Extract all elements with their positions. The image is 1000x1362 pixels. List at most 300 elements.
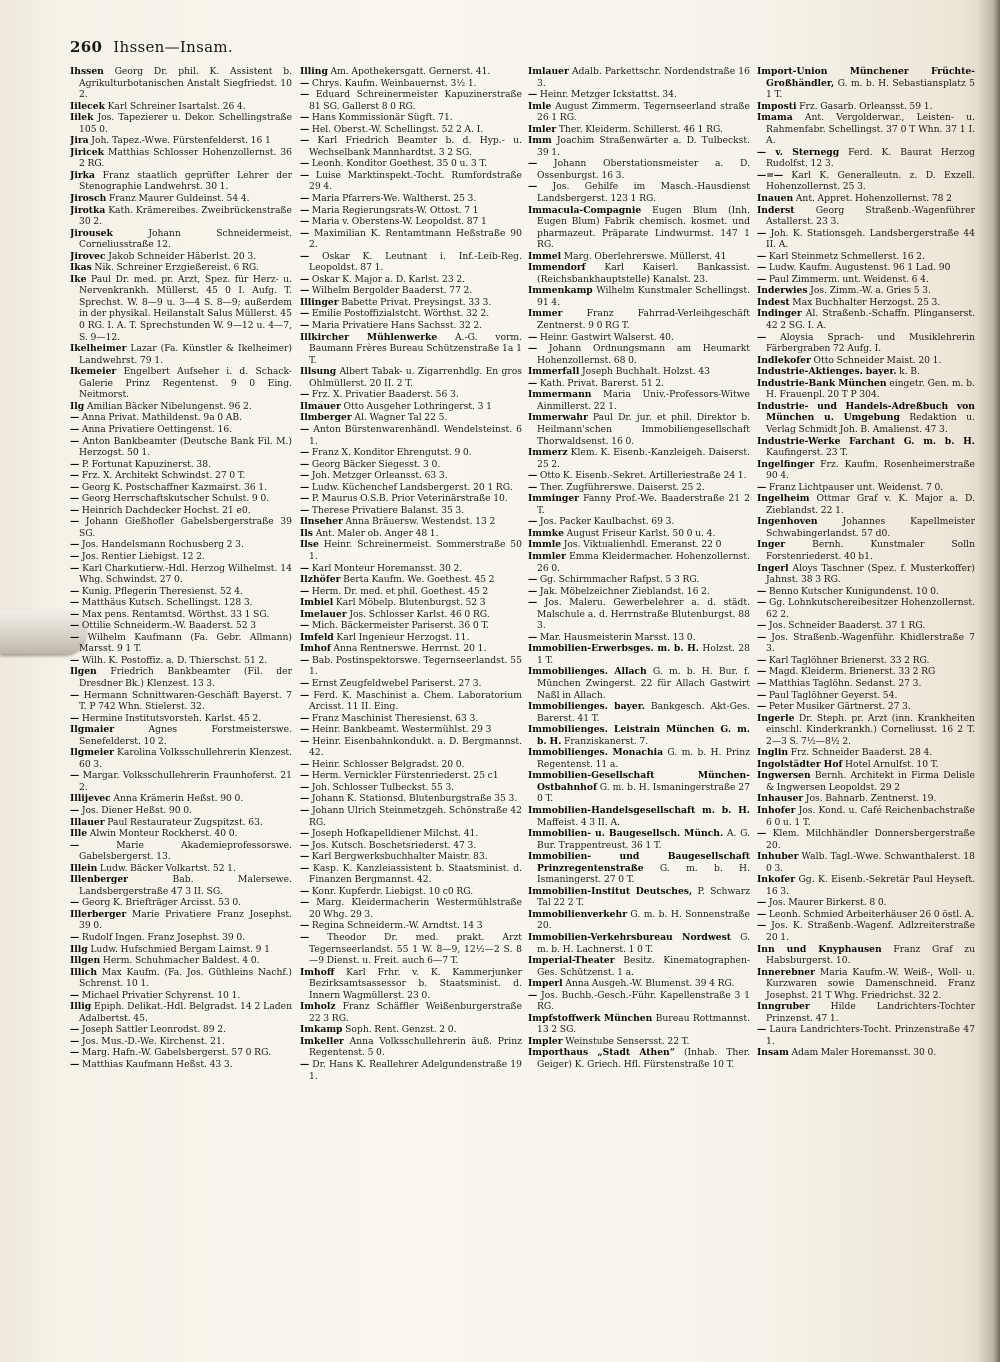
directory-entry <box>757 205 975 228</box>
entry-text: Dr. Hans K. Reallehrer Adelgundenstraße 19 1. <box>309 1059 522 1082</box>
directory-entry <box>528 343 750 366</box>
entry-name: Immobilienges. Monachia <box>528 747 664 759</box>
entry-name: Ilg <box>70 400 85 412</box>
directory-entry <box>70 840 292 863</box>
entry-text: Joh. Tapez.-Wwe. Fürstenfelderst. 16 1 <box>91 135 271 147</box>
entry-text: Karl K. Generalleutn. z. D. Exzell. Hohenzollernst. 25 3. <box>766 169 975 193</box>
directory-entry <box>757 251 975 263</box>
entry-name: — <box>300 620 310 632</box>
directory-entry <box>757 690 975 702</box>
directory-entry <box>70 112 292 135</box>
entry-name: — <box>528 585 538 597</box>
directory-entry <box>70 724 292 747</box>
entry-name: — <box>300 932 310 944</box>
entry-name: — <box>300 562 310 574</box>
directory-entry <box>300 897 522 920</box>
entry-text: Laura Landrichters-Tocht. Prinzenstraße 47 1. <box>766 1024 975 1047</box>
entry-name: — <box>300 654 310 666</box>
entry-name: Illich <box>70 966 98 978</box>
entry-text: Bab. Malersewe. Landsbergerstraße 47 3 II. SG. <box>79 874 292 897</box>
directory-entry <box>300 297 522 309</box>
directory-entry <box>528 586 750 598</box>
entry-name: Imbiel <box>300 597 334 609</box>
directory-entry <box>70 967 292 990</box>
directory-entry <box>300 193 522 205</box>
entry-name: — <box>300 504 310 516</box>
entry-name: — <box>757 631 767 643</box>
entry-name: — <box>300 735 310 747</box>
entry-text: A.-G. vorm. Baumann Frères Bureau Schützenstraße 1a 1 T. <box>309 331 522 366</box>
entry-text: Marie Akademieprofessorswe. Gabelsbergerst. 13. <box>79 839 292 863</box>
entry-text: Frz. X. Privatier Baaderst. 56 3. <box>311 389 459 401</box>
directory-entry <box>70 563 292 586</box>
directory-entry <box>300 539 522 562</box>
entry-name: Imlauer <box>528 66 569 77</box>
directory-entry <box>70 1024 292 1036</box>
entry-name: Ilgmeier <box>70 747 114 759</box>
directory-entry <box>528 493 750 516</box>
entry-name: Ikas <box>70 262 92 274</box>
entry-name: Imm <box>528 135 552 147</box>
entry-text: Anna Krämerin Heßst. 90 0. <box>113 793 244 805</box>
entry-name: Ilnseher <box>300 516 343 528</box>
entry-text: Paul Dr. med. pr. Arzt, Spez. für Herz- u. Nervenkrankh. Müllerst. 45 0 I. Aufg. T. Sprechst. W. 8—9 u. 3—4 S. 8—9; außerdem in der physikal. Heilanstalt Salus Müllerst. 45 0 RG. I. A. T. Sprechstunden W. 9—12 u. 4—7, S. 9—12. <box>79 273 292 343</box>
directory-entry <box>300 678 522 690</box>
directory-entry <box>70 828 292 840</box>
directory-entry <box>528 89 750 101</box>
entry-text: Johann Oberstationsmeister a. D. Ossenburgst. 16 3. <box>537 158 750 181</box>
entry-text: Jos. Buchb.-Gesch.-Führ. Kapellenstraße 3 1 RG. <box>537 989 750 1013</box>
entry-name: — <box>70 654 80 666</box>
entry-text: Redaktion u. Verlag Schmidt Joh. B. Amalienst. 47 3. <box>766 412 975 435</box>
directory-entry <box>528 389 750 412</box>
directory-entry <box>528 990 750 1013</box>
entry-name: — <box>300 227 310 239</box>
entry-text: Theodor Dr. med. prakt. Arzt Tegernseerlandst. 55 1 W. 8—9, 12½—2 S. 8—9 Dienst. u. Freit. auch 6—7 T. <box>309 932 522 967</box>
entry-name: Ingwersen <box>757 770 811 782</box>
entry-text: Marg. Oberlehrerswe. Müllerst. 41 <box>563 250 727 262</box>
entry-name: Iilek <box>70 112 94 124</box>
entry-name: Innerebner <box>757 966 815 978</box>
entry-text: Joseph Buchhalt. Holzst. 43 <box>581 366 710 378</box>
entry-name: Jirotka <box>70 204 106 216</box>
directory-entry <box>757 701 975 713</box>
directory-entry <box>70 170 292 193</box>
directory-entry <box>300 1024 522 1036</box>
entry-name: Industrie- und Handels-Adreßbuch von München u. Umgebung <box>757 400 975 424</box>
directory-entry <box>300 563 522 575</box>
entry-text: Johannes Kapellmeister Schwabingerlandst. 57 d0. <box>766 516 975 539</box>
entry-name: — <box>70 689 80 701</box>
entry-text: Ther. Kleiderm. Schillerst. 46 1 RG. <box>558 123 723 135</box>
entry-name: Imkamp <box>300 1024 343 1036</box>
entry-name: Inngruber <box>757 1001 810 1013</box>
entry-name: Jirovec <box>70 250 106 262</box>
directory-entry <box>528 770 750 805</box>
entry-name: — <box>70 1047 80 1059</box>
directory-entry <box>300 366 522 389</box>
entry-name: Illig <box>70 1001 92 1013</box>
entry-name: Immerfall <box>528 366 580 378</box>
directory-entry <box>757 228 975 251</box>
running-head: Ihssen—Insam. <box>113 38 233 56</box>
directory-entry <box>528 909 750 932</box>
entry-name: Imkeller <box>300 1035 344 1047</box>
entry-name: — <box>300 308 310 320</box>
entry-text: Maria Privatiere Hans Sachsst. 32 2. <box>311 320 483 332</box>
entry-name: — <box>70 1035 80 1047</box>
directory-entry <box>70 793 292 805</box>
entry-name: — <box>300 123 310 135</box>
entry-text: Anna Bräuersw. Westendst. 13 2 <box>345 516 496 528</box>
entry-text: Alwin Monteur Rockherst. 40 0. <box>89 828 238 840</box>
entry-name: Impler <box>528 1035 563 1047</box>
entry-name: — <box>70 562 80 574</box>
entry-text: Johann Schneidermeist. Corneliusstraße 12. <box>79 227 292 251</box>
entry-text: Jos. Straßenb.-Wagenführ. Khidlerstraße 7 3. <box>766 631 975 655</box>
entry-name: — <box>70 504 80 516</box>
entry-name: Immacula-Compagnie <box>528 204 642 216</box>
directory-entry <box>70 586 292 598</box>
directory-entry <box>70 666 292 689</box>
entry-text: Ant. Vergolderwar., Leisten- u. Rahmenfabr. Schellingst. 37 0 T Whn. 37 1 I. A. <box>766 112 975 147</box>
directory-entry <box>528 181 750 204</box>
directory-entry <box>300 1001 522 1024</box>
entry-text: Matthias Schlosser Hohenzollernst. 36 2 RG. <box>79 146 292 170</box>
entry-name: Inkofer <box>757 874 796 886</box>
entry-text: Rudolf Ingen. Franz Josephst. 39 0. <box>81 932 246 944</box>
entry-name: Ilgmaier <box>70 724 115 736</box>
entry-name: — <box>300 828 310 840</box>
directory-entry <box>528 632 750 644</box>
entry-name: — <box>300 447 310 459</box>
entry-name: Immobilien-Handelsgesellschaft m. b. H. <box>528 805 750 816</box>
directory-entry <box>528 724 750 747</box>
entry-name: — <box>70 539 80 551</box>
entry-text: Gg. Schirmmacher Rafpst. 5 3 RG. <box>539 574 700 586</box>
entry-name: Illenberger <box>70 874 129 886</box>
entry-text: Franz Lichtpauser unt. Weidenst. 7 0. <box>768 481 944 493</box>
entry-text: August Zimmerm. Tegernseerland straße 26 1 RG. <box>537 100 750 124</box>
entry-name: Ingolstädter Hof <box>757 758 843 770</box>
entry-text: Engelbert Aufseher i. d. Schack-Galerie Prinz Regentenst. 9 0 Eing. Neitmorst. <box>79 366 292 401</box>
entry-text: Wilhelm Kunstmaler Schellingst. 91 4. <box>537 285 750 308</box>
entry-text: Frz. X. Architekt Schwindst. 27 0 T. <box>81 470 246 482</box>
entry-text: Ottilie Schneiderm.-W. Baaderst. 52 3 <box>81 620 257 632</box>
directory-entry <box>70 690 292 713</box>
directory-entry <box>757 459 975 482</box>
directory-entry <box>70 135 292 147</box>
entry-name: — <box>300 724 310 736</box>
entry-name: — <box>528 343 538 355</box>
entry-text: Franz Graf zu Habsburgerst. 10. <box>766 943 975 967</box>
entry-text: Georg Bäcker Siegesst. 3 0. <box>311 458 441 470</box>
directory-entry <box>300 389 522 401</box>
entry-text: k. B. <box>899 366 920 378</box>
entry-text: Franz staatlich geprüfter Lehrer der Stenographie Landwehrst. 30 1. <box>79 169 292 193</box>
directory-entry <box>757 874 975 897</box>
entry-text: Jos. Maleru. Gewerbelehrer a. d. städt. Malschule a. d. Herrnstraße Blutenburgst. 88 3. <box>537 597 750 632</box>
entry-text: A. G. Bur. Trappentreust. 36 1 T. <box>537 828 750 851</box>
entry-text: Al. Wagner Tal 22 5. <box>354 412 448 424</box>
directory-entry <box>528 955 750 978</box>
entry-name: Immobilienges. bayer. <box>528 701 645 713</box>
entry-name: Jirosch <box>70 193 107 205</box>
entry-text: Matthias Taglöhn. Sedanst. 27 3. <box>768 677 922 689</box>
entry-name: — <box>757 262 767 274</box>
directory-entry <box>757 193 975 205</box>
entry-text: Klem. K. Eisenb.-Kanzleigeh. Daiserst. 25 2. <box>537 447 750 470</box>
entry-text: Marg. Kleidermacherin Westermühlstraße 20 Whg. 29 3. <box>309 897 522 920</box>
entry-text: Mich. Bäckermeister Pariserst. 36 0 T. <box>311 620 490 632</box>
entry-text: Ottmar Graf v. K. Major a. D. Zieblandst. 22 1. <box>766 493 975 516</box>
entry-name: — <box>300 493 310 505</box>
entry-name: Immer <box>528 308 563 320</box>
directory-entry <box>528 205 750 251</box>
entry-text: Jos. Schlosser Karlst. 46 0 RG. <box>349 608 490 620</box>
directory-entry <box>528 101 750 124</box>
entry-name: — <box>70 839 80 851</box>
directory-entry <box>757 112 975 147</box>
entry-text: Ferd. K. Maschinist a. Chem. Laboratorium Arcisst. 11 II. Eing. <box>309 689 522 713</box>
entry-name: — <box>528 989 538 1001</box>
directory-entry <box>528 528 750 540</box>
directory-entry <box>70 817 292 829</box>
directory-entry <box>300 216 522 228</box>
entry-name: Illgen <box>70 955 101 967</box>
entry-text: Ludw. Hufschmied Bergam Laimst. 9 1 <box>90 943 270 955</box>
entry-text: Lazar (Fa. Künstler & Ikelheimer) Landwehrst. 79 1. <box>79 343 292 366</box>
entry-name: Iilecek <box>70 100 105 112</box>
entry-name: Jiricek <box>70 146 104 158</box>
directory-entry <box>528 412 750 447</box>
directory-entry <box>528 851 750 886</box>
directory-entry <box>757 759 975 771</box>
entry-text: Hotel Arnulfst. 10 T. <box>845 758 939 770</box>
entry-name: — <box>70 1059 80 1071</box>
directory-entry <box>70 655 292 667</box>
entry-name: Immke <box>528 527 564 539</box>
entry-name: Immler <box>528 550 566 562</box>
directory-entry <box>300 308 522 320</box>
entry-name: Imholz <box>300 1001 336 1013</box>
directory-entry <box>300 851 522 863</box>
directory-entry <box>70 944 292 956</box>
entry-text: Frz. Kaufm. Rosenheimerstraße 90 4. <box>766 458 975 482</box>
entry-text: Oskar K. Major a. D. Karlst. 23 2. <box>311 273 466 285</box>
entry-text: Bab. Postinspektorswe. Tegernseerlandst. 55 1. <box>309 654 522 678</box>
entry-text: Oskar K. Leutnant i. Inf.-Leib-Reg. Leopoldst. 87 1. <box>309 250 522 274</box>
entry-name: — <box>300 112 310 124</box>
directory-entry <box>70 147 292 170</box>
entry-text: Emma Kleidermacher. Hohenzollernst. 26 0. <box>537 550 750 574</box>
directory-entry <box>70 66 292 101</box>
entry-text: Jak. Möbelzeichner Zieblandst. 16 2. <box>539 585 710 597</box>
directory-entry <box>300 516 522 528</box>
entry-name: Ihssen <box>70 66 104 77</box>
entry-text: Am. Apothekersgatt. Gernerst. 41. <box>330 66 491 77</box>
entry-name: — <box>300 89 310 101</box>
entry-text: Maria Pfarrers-We. Waltherst. 25 3. <box>311 193 477 205</box>
entry-name: Illing <box>300 66 328 77</box>
entry-name: Imperl <box>528 978 563 990</box>
entry-text: Adam Maler Horemansst. 30 0. <box>791 1047 937 1059</box>
directory-entry <box>528 1047 750 1070</box>
entry-name: — <box>757 585 767 597</box>
directory-entry <box>70 932 292 944</box>
directory-entry <box>300 112 522 124</box>
entry-text: Jos. Gehilfe im Masch.-Hausdienst Landsbergerst. 123 1 RG. <box>537 181 750 205</box>
directory-entry <box>300 447 522 459</box>
directory-entry <box>757 920 975 943</box>
directory-entry <box>300 586 522 598</box>
entry-text: Bernh. Architekt in Firma Delisle & Ingwersen Leopoldst. 29 2 <box>766 770 975 793</box>
entry-text: Jos. Diener Heßst. 90 0. <box>81 805 193 816</box>
entry-text: Heinr. Schreinermeist. Sommerstraße 50 1. <box>309 539 522 562</box>
entry-text: Leonh. Schmied Arbeiterhäuser 26 0 östl. A. <box>768 908 975 920</box>
entry-name: Illein <box>70 862 98 874</box>
entry-text: Leonh. Konditor Goethest. 35 0 u. 3 T. <box>311 158 488 170</box>
entry-text: Franz X. Konditor Ehrengutst. 9 0. <box>311 447 472 459</box>
directory-entry <box>300 470 522 482</box>
entry-text: Berta Kaufm. We. Goethest. 45 2 <box>343 574 495 586</box>
entry-name: Illsung <box>300 366 337 378</box>
entry-text: Otto Ausgeher Lothringerst. 3 1 <box>343 400 492 412</box>
directory-entry <box>528 551 750 574</box>
directory-entry <box>300 135 522 158</box>
directory-entry <box>528 1036 750 1048</box>
entry-text: Bureau Rottmannst. 13 2 SG. <box>537 1012 750 1036</box>
directory-entry <box>300 713 522 725</box>
entry-text: Heinr. Gastwirt Walserst. 40. <box>539 331 674 343</box>
entry-name: — <box>300 389 310 401</box>
directory-entry <box>757 482 975 494</box>
entry-text: P. Fortunat Kapuzinerst. 38. <box>81 458 212 470</box>
entry-text: Hermann Schnittwaren-Geschäft Bayerst. 7 T. P 742 Whn. Stielerst. 32. <box>79 689 292 713</box>
directory-entry <box>300 643 522 655</box>
entry-name: — <box>757 666 767 678</box>
entry-name: Immobilienges. Allach <box>528 666 647 678</box>
entry-name: — <box>300 158 310 170</box>
directory-entry <box>757 516 975 539</box>
directory-entry <box>300 285 522 297</box>
directory-entry <box>757 620 975 632</box>
entry-text: Hans Kommissionär Sügft. 71. <box>311 112 453 124</box>
entry-name: Jira <box>70 135 89 147</box>
entry-name: — <box>70 608 80 620</box>
directory-entry <box>300 158 522 170</box>
entry-name: Imle <box>528 100 552 112</box>
directory-entry <box>757 539 975 562</box>
entry-name: — <box>70 435 80 447</box>
entry-text: Karl Charkutierw.-Hdl. Herzog Wilhelmst. 14 Whg. Schwindst. 27 0. <box>79 562 292 586</box>
entry-text: G. m. b. H. Lachnerst. 1 0 T. <box>537 932 750 955</box>
entry-name: Illg <box>70 943 88 955</box>
entry-text: Maximilian K. Rentamtmann Heßstraße 90 2. <box>309 227 522 251</box>
entry-text: Karl Steinmetz Schmellerst. 16 2. <box>768 250 925 262</box>
entry-text: Walb. Tagl.-Wwe. Schwanthalerst. 18 0 3. <box>766 851 975 874</box>
entry-text: Karl Friedrich Beamter b. d. Hyp.- u. Wechselbank Mannhardtst. 3 2 SG. <box>309 135 522 158</box>
directory-entry <box>757 770 975 793</box>
entry-text: Georg Straßenb.-Wagenführer Astallerst. 23 3. <box>766 204 975 228</box>
entry-name: — <box>300 920 310 932</box>
entry-name: — <box>300 273 310 285</box>
entry-text: Soph. Rent. Genzst. 2 0. <box>345 1024 457 1036</box>
entry-name: Ingelheim <box>757 493 810 505</box>
directory-entry <box>70 770 292 793</box>
directory-entry <box>300 793 522 805</box>
entry-text: Jakob Schneider Häberlst. 20 3. <box>108 250 257 262</box>
entry-name: Inn und Knyphausen <box>757 943 882 955</box>
entry-name: Inhuber <box>757 851 799 863</box>
directory-entry <box>757 355 975 367</box>
directory-entry <box>757 436 975 459</box>
entry-text: Karl Ingenieur Herzogst. 11. <box>336 631 470 643</box>
directory-entry <box>70 747 292 770</box>
directory-entry <box>300 724 522 736</box>
directory-entry <box>757 147 975 170</box>
directory-entry <box>70 516 292 539</box>
entry-text: Joh. Metzger Orleansst. 63 3. <box>311 470 448 482</box>
entry-name: — <box>528 331 538 343</box>
directory-entry <box>528 643 750 666</box>
entry-text: Maria v. Oberstens-W. Leopoldst. 87 1 <box>311 216 487 228</box>
entry-text: Kath. Krämereibes. Zweibrückenstraße 30 2. <box>79 204 292 228</box>
directory-entry <box>757 308 975 331</box>
directory-entry <box>528 332 750 344</box>
entry-text: Marg. Hafn.-W. Gabelsbergerst. 57 0 RG. <box>81 1047 271 1059</box>
directory-entry <box>757 378 975 401</box>
directory-entry <box>70 713 292 725</box>
directory-entry <box>528 285 750 308</box>
entry-name: — <box>70 481 80 493</box>
entry-text: Johann K. Stationsd. Blutenburgstraße 35 3. <box>311 793 518 805</box>
directory-entry <box>70 620 292 632</box>
entry-text: Epiph. Delikat.-Hdl. Belgradst. 14 2 Laden Adalbertst. 45. <box>79 1001 292 1024</box>
entry-name: — <box>300 423 310 435</box>
entry-text: Heinr. Bankbeamt. Westermühlst. 29 3 <box>311 724 492 736</box>
entry-text: P. Maurus O.S.B. Prior Veterinärstraße 10. <box>311 493 508 505</box>
directory-entry <box>300 493 522 505</box>
column-1 <box>70 66 292 1356</box>
directory-entry <box>757 170 975 193</box>
entry-text: Therese Privatiere Balanst. 35 3. <box>311 504 465 516</box>
directory-entry <box>757 1001 975 1024</box>
entry-text: Karl Möbelp. Blutenburgst. 52 3 <box>335 597 486 609</box>
entry-name: — <box>528 631 538 643</box>
entry-text: Jos. Handelsmann Rochusberg 2 3. <box>81 539 244 551</box>
entry-text: Joseph Hofkapelldiener Milchst. 41. <box>311 828 479 840</box>
entry-text: Karl Bergwerksbuchhalter Maistr. 83. <box>311 851 488 863</box>
entry-name: Imama <box>757 112 793 124</box>
entry-name: — <box>300 250 310 262</box>
directory-entry <box>757 967 975 1002</box>
directory-entry <box>70 228 292 251</box>
directory-entry <box>70 990 292 1002</box>
entry-text: Anton Bankbeamter (Deutsche Bank Fil. M.) Herzogst. 50 1. <box>79 435 292 459</box>
entry-name: Ils <box>300 527 313 539</box>
entry-name: — <box>300 1059 310 1071</box>
entry-text: Karl Taglöhner Brienerst. 33 2 RG. <box>768 654 930 666</box>
entry-text: Wilhelm Kaufmann (Fa. Gebr. Allmann) Marsst. 9 1 T. <box>79 631 292 655</box>
entry-name: — <box>70 423 80 435</box>
directory-entry <box>70 609 292 621</box>
directory-entry <box>757 1024 975 1047</box>
directory-entry <box>757 944 975 967</box>
directory-entry <box>528 470 750 482</box>
entry-name: Inderwies <box>757 285 808 297</box>
entry-name: Industrie-Aktienges. bayer. <box>757 366 897 378</box>
